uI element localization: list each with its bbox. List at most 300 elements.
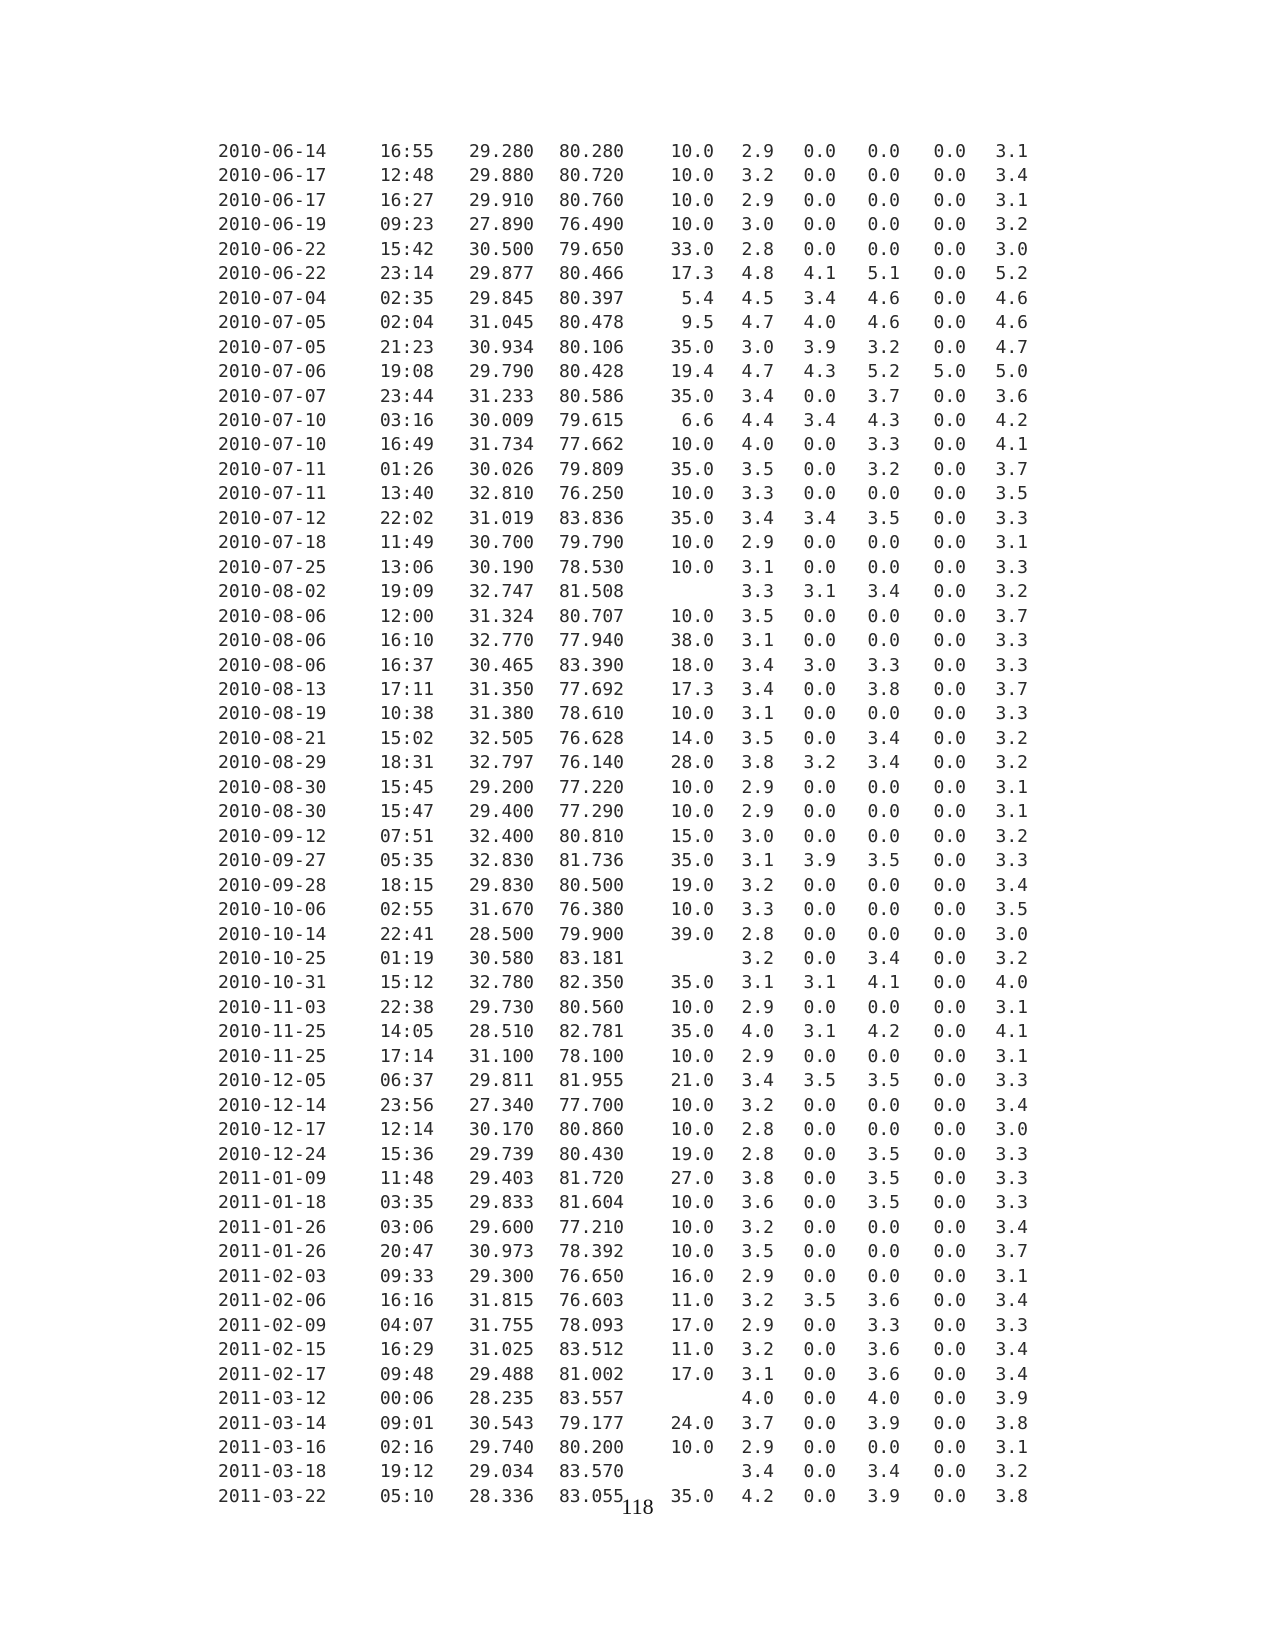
magnitude-3-cell: 0.0 bbox=[867, 801, 900, 823]
latitude-cell: 31.670 bbox=[468, 899, 534, 921]
depth-cell: 10.0 bbox=[670, 605, 714, 627]
magnitude-1-cell: 2.8 bbox=[741, 1143, 774, 1165]
table-row bbox=[218, 1240, 1028, 1264]
time-cell: 18:15 bbox=[379, 874, 434, 896]
magnitude-1-cell: 2.9 bbox=[741, 996, 774, 1018]
table-row bbox=[218, 702, 1028, 726]
table-row bbox=[218, 727, 1028, 751]
magnitude-1-cell: 3.0 bbox=[741, 825, 774, 847]
magnitude-4-cell: 0.0 bbox=[933, 1192, 966, 1214]
date-cell: 2010-09-27 bbox=[218, 850, 327, 872]
longitude-cell: 80.720 bbox=[558, 165, 624, 187]
time-cell: 11:49 bbox=[379, 532, 434, 554]
longitude-cell: 77.210 bbox=[558, 1216, 624, 1238]
time-cell: 03:06 bbox=[379, 1216, 434, 1238]
table-row bbox=[218, 751, 1028, 775]
depth-cell: 19.0 bbox=[670, 874, 714, 896]
depth-cell: 35.0 bbox=[670, 507, 714, 529]
magnitude-2-cell: 0.0 bbox=[803, 483, 836, 505]
time-cell: 17:14 bbox=[379, 1045, 434, 1067]
magnitude-3-cell: 4.6 bbox=[867, 287, 900, 309]
magnitude-3-cell: 0.0 bbox=[867, 825, 900, 847]
depth-cell: 11.0 bbox=[670, 1339, 714, 1361]
magnitude-2-cell: 0.0 bbox=[803, 776, 836, 798]
magnitude-4-cell: 0.0 bbox=[933, 850, 966, 872]
magnitude-3-cell: 3.9 bbox=[867, 1485, 900, 1507]
magnitude-1-cell: 3.4 bbox=[741, 1461, 774, 1483]
time-cell: 20:47 bbox=[379, 1241, 434, 1263]
magnitude-4-cell: 0.0 bbox=[933, 1461, 966, 1483]
latitude-cell: 30.543 bbox=[468, 1412, 534, 1434]
time-cell: 04:07 bbox=[379, 1314, 434, 1336]
magnitude-4-cell: 0.0 bbox=[933, 1119, 966, 1141]
time-cell: 18:31 bbox=[379, 752, 434, 774]
magnitude-2-cell: 0.0 bbox=[803, 189, 836, 211]
magnitude-2-cell: 0.0 bbox=[803, 1388, 836, 1410]
magnitude-5-cell: 3.4 bbox=[995, 165, 1028, 187]
depth-cell: 10.0 bbox=[670, 1437, 714, 1459]
date-cell: 2010-08-06 bbox=[218, 654, 327, 676]
date-cell: 2010-07-25 bbox=[218, 556, 327, 578]
longitude-cell: 82.350 bbox=[558, 972, 624, 994]
magnitude-4-cell: 0.0 bbox=[933, 532, 966, 554]
longitude-cell: 80.707 bbox=[558, 605, 624, 627]
magnitude-4-cell: 0.0 bbox=[933, 678, 966, 700]
time-cell: 23:44 bbox=[379, 385, 434, 407]
magnitude-2-cell: 4.0 bbox=[803, 312, 836, 334]
table-row bbox=[218, 605, 1028, 629]
table-row bbox=[218, 1143, 1028, 1167]
longitude-cell: 78.100 bbox=[558, 1045, 624, 1067]
magnitude-5-cell: 3.4 bbox=[995, 1363, 1028, 1385]
magnitude-1-cell: 3.2 bbox=[741, 947, 774, 969]
time-cell: 22:02 bbox=[379, 507, 434, 529]
magnitude-5-cell: 3.3 bbox=[995, 556, 1028, 578]
magnitude-5-cell: 4.7 bbox=[995, 336, 1028, 358]
depth-cell: 19.4 bbox=[670, 361, 714, 383]
magnitude-5-cell: 3.0 bbox=[995, 923, 1028, 945]
magnitude-5-cell: 3.1 bbox=[995, 1045, 1028, 1067]
time-cell: 16:49 bbox=[379, 434, 434, 456]
longitude-cell: 76.603 bbox=[558, 1290, 624, 1312]
date-cell: 2010-12-24 bbox=[218, 1143, 327, 1165]
time-cell: 09:48 bbox=[379, 1363, 434, 1385]
magnitude-3-cell: 4.3 bbox=[867, 409, 900, 431]
magnitude-2-cell: 0.0 bbox=[803, 1045, 836, 1067]
magnitude-2-cell: 0.0 bbox=[803, 923, 836, 945]
magnitude-1-cell: 3.8 bbox=[741, 1168, 774, 1190]
magnitude-5-cell: 3.3 bbox=[995, 1168, 1028, 1190]
time-cell: 22:41 bbox=[379, 923, 434, 945]
magnitude-4-cell: 0.0 bbox=[933, 1412, 966, 1434]
magnitude-1-cell: 2.9 bbox=[741, 1314, 774, 1336]
magnitude-2-cell: 3.4 bbox=[803, 409, 836, 431]
magnitude-5-cell: 3.1 bbox=[995, 776, 1028, 798]
magnitude-5-cell: 3.4 bbox=[995, 1290, 1028, 1312]
longitude-cell: 80.810 bbox=[558, 825, 624, 847]
latitude-cell: 30.026 bbox=[468, 458, 534, 480]
latitude-cell: 29.880 bbox=[468, 165, 534, 187]
latitude-cell: 28.510 bbox=[468, 1021, 534, 1043]
magnitude-3-cell: 3.4 bbox=[867, 1461, 900, 1483]
magnitude-1-cell: 3.5 bbox=[741, 727, 774, 749]
latitude-cell: 32.747 bbox=[468, 581, 534, 603]
longitude-cell: 76.250 bbox=[558, 483, 624, 505]
latitude-cell: 29.877 bbox=[468, 263, 534, 285]
magnitude-5-cell: 3.2 bbox=[995, 581, 1028, 603]
date-cell: 2010-07-18 bbox=[218, 532, 327, 554]
table-row bbox=[218, 1216, 1028, 1240]
table-row bbox=[218, 923, 1028, 947]
table-row bbox=[218, 825, 1028, 849]
latitude-cell: 31.380 bbox=[468, 703, 534, 725]
date-cell: 2011-03-14 bbox=[218, 1412, 327, 1434]
longitude-cell: 83.570 bbox=[558, 1461, 624, 1483]
magnitude-3-cell: 3.3 bbox=[867, 654, 900, 676]
longitude-cell: 83.055 bbox=[558, 1485, 624, 1507]
magnitude-2-cell: 0.0 bbox=[803, 1437, 836, 1459]
magnitude-3-cell: 0.0 bbox=[867, 165, 900, 187]
depth-cell: 10.0 bbox=[670, 556, 714, 578]
magnitude-3-cell: 5.2 bbox=[867, 361, 900, 383]
magnitude-2-cell: 0.0 bbox=[803, 532, 836, 554]
time-cell: 07:51 bbox=[379, 825, 434, 847]
longitude-cell: 80.500 bbox=[558, 874, 624, 896]
longitude-cell: 79.615 bbox=[558, 409, 624, 431]
magnitude-3-cell: 0.0 bbox=[867, 703, 900, 725]
depth-cell: 28.0 bbox=[670, 752, 714, 774]
magnitude-5-cell: 3.2 bbox=[995, 214, 1028, 236]
magnitude-3-cell: 3.9 bbox=[867, 1412, 900, 1434]
longitude-cell: 83.557 bbox=[558, 1388, 624, 1410]
magnitude-5-cell: 3.8 bbox=[995, 1412, 1028, 1434]
magnitude-1-cell: 2.9 bbox=[741, 532, 774, 554]
magnitude-2-cell: 3.0 bbox=[803, 654, 836, 676]
longitude-cell: 83.181 bbox=[558, 947, 624, 969]
magnitude-3-cell: 3.2 bbox=[867, 336, 900, 358]
magnitude-4-cell: 0.0 bbox=[933, 1388, 966, 1410]
date-cell: 2011-01-09 bbox=[218, 1168, 327, 1190]
magnitude-5-cell: 3.1 bbox=[995, 141, 1028, 162]
latitude-cell: 31.100 bbox=[468, 1045, 534, 1067]
magnitude-2-cell: 3.5 bbox=[803, 1290, 836, 1312]
depth-cell bbox=[624, 580, 714, 604]
depth-cell bbox=[624, 947, 714, 971]
table-row bbox=[218, 213, 1028, 237]
magnitude-1-cell: 2.8 bbox=[741, 1119, 774, 1141]
table-row bbox=[218, 1020, 1028, 1044]
depth-cell: 10.0 bbox=[670, 434, 714, 456]
latitude-cell: 29.600 bbox=[468, 1216, 534, 1238]
magnitude-5-cell: 3.7 bbox=[995, 678, 1028, 700]
latitude-cell: 32.780 bbox=[468, 972, 534, 994]
magnitude-4-cell: 0.0 bbox=[933, 630, 966, 652]
magnitude-5-cell: 3.3 bbox=[995, 1314, 1028, 1336]
magnitude-4-cell: 0.0 bbox=[933, 1290, 966, 1312]
magnitude-2-cell: 0.0 bbox=[803, 434, 836, 456]
longitude-cell: 77.220 bbox=[558, 776, 624, 798]
date-cell: 2010-12-17 bbox=[218, 1119, 327, 1141]
time-cell: 12:14 bbox=[379, 1119, 434, 1141]
table-row bbox=[218, 1387, 1028, 1411]
magnitude-2-cell: 0.0 bbox=[803, 801, 836, 823]
longitude-cell: 77.290 bbox=[558, 801, 624, 823]
magnitude-2-cell: 3.9 bbox=[803, 336, 836, 358]
table-row bbox=[218, 1314, 1028, 1338]
earthquake-data-table bbox=[218, 140, 1028, 1509]
magnitude-4-cell: 0.0 bbox=[933, 1314, 966, 1336]
latitude-cell: 27.890 bbox=[468, 214, 534, 236]
magnitude-2-cell: 0.0 bbox=[803, 1485, 836, 1507]
magnitude-2-cell: 0.0 bbox=[803, 1265, 836, 1287]
magnitude-3-cell: 0.0 bbox=[867, 874, 900, 896]
depth-cell: 14.0 bbox=[670, 727, 714, 749]
magnitude-4-cell: 0.0 bbox=[933, 1045, 966, 1067]
latitude-cell: 32.770 bbox=[468, 630, 534, 652]
latitude-cell: 27.340 bbox=[468, 1094, 534, 1116]
magnitude-3-cell: 0.0 bbox=[867, 1045, 900, 1067]
magnitude-3-cell: 0.0 bbox=[867, 214, 900, 236]
magnitude-5-cell: 4.1 bbox=[995, 434, 1028, 456]
magnitude-1-cell: 3.2 bbox=[741, 1290, 774, 1312]
magnitude-3-cell: 4.6 bbox=[867, 312, 900, 334]
depth-cell: 10.0 bbox=[670, 801, 714, 823]
latitude-cell: 30.500 bbox=[468, 238, 534, 260]
magnitude-3-cell: 3.5 bbox=[867, 1168, 900, 1190]
magnitude-1-cell: 2.9 bbox=[741, 801, 774, 823]
latitude-cell: 29.403 bbox=[468, 1168, 534, 1190]
date-cell: 2010-11-25 bbox=[218, 1045, 327, 1067]
magnitude-5-cell: 4.6 bbox=[995, 287, 1028, 309]
magnitude-1-cell: 2.9 bbox=[741, 1437, 774, 1459]
magnitude-2-cell: 3.1 bbox=[803, 581, 836, 603]
magnitude-4-cell: 0.0 bbox=[933, 238, 966, 260]
magnitude-4-cell: 0.0 bbox=[933, 752, 966, 774]
magnitude-4-cell: 0.0 bbox=[933, 923, 966, 945]
date-cell: 2011-02-17 bbox=[218, 1363, 327, 1385]
depth-cell: 35.0 bbox=[670, 458, 714, 480]
latitude-cell: 32.810 bbox=[468, 483, 534, 505]
date-cell: 2010-06-17 bbox=[218, 189, 327, 211]
magnitude-5-cell: 3.3 bbox=[995, 1070, 1028, 1092]
magnitude-1-cell: 3.1 bbox=[741, 972, 774, 994]
magnitude-4-cell: 0.0 bbox=[933, 287, 966, 309]
magnitude-4-cell: 0.0 bbox=[933, 1216, 966, 1238]
latitude-cell: 31.233 bbox=[468, 385, 534, 407]
magnitude-5-cell: 3.3 bbox=[995, 1192, 1028, 1214]
magnitude-4-cell: 0.0 bbox=[933, 1021, 966, 1043]
date-cell: 2011-01-18 bbox=[218, 1192, 327, 1214]
magnitude-3-cell: 3.7 bbox=[867, 385, 900, 407]
date-cell: 2010-07-11 bbox=[218, 483, 327, 505]
table-row bbox=[218, 482, 1028, 506]
depth-cell: 10.0 bbox=[670, 1094, 714, 1116]
magnitude-3-cell: 3.4 bbox=[867, 947, 900, 969]
depth-cell: 10.0 bbox=[670, 996, 714, 1018]
date-cell: 2010-07-10 bbox=[218, 409, 327, 431]
magnitude-2-cell: 0.0 bbox=[803, 1241, 836, 1263]
magnitude-1-cell: 3.1 bbox=[741, 850, 774, 872]
depth-cell: 21.0 bbox=[670, 1070, 714, 1092]
magnitude-1-cell: 3.2 bbox=[741, 165, 774, 187]
magnitude-5-cell: 3.3 bbox=[995, 654, 1028, 676]
magnitude-2-cell: 3.9 bbox=[803, 850, 836, 872]
date-cell: 2011-03-16 bbox=[218, 1437, 327, 1459]
date-cell: 2010-11-25 bbox=[218, 1021, 327, 1043]
table-row bbox=[218, 849, 1028, 873]
date-cell: 2010-07-12 bbox=[218, 507, 327, 529]
date-cell: 2011-03-22 bbox=[218, 1485, 327, 1507]
magnitude-1-cell: 3.6 bbox=[741, 1192, 774, 1214]
magnitude-5-cell: 3.4 bbox=[995, 1216, 1028, 1238]
magnitude-2-cell: 3.2 bbox=[803, 752, 836, 774]
date-cell: 2010-12-14 bbox=[218, 1094, 327, 1116]
depth-cell: 10.0 bbox=[670, 776, 714, 798]
magnitude-5-cell: 3.1 bbox=[995, 189, 1028, 211]
time-cell: 10:38 bbox=[379, 703, 434, 725]
depth-cell: 10.0 bbox=[670, 189, 714, 211]
table-row bbox=[218, 507, 1028, 531]
time-cell: 14:05 bbox=[379, 1021, 434, 1043]
magnitude-2-cell: 0.0 bbox=[803, 703, 836, 725]
magnitude-4-cell: 0.0 bbox=[933, 1339, 966, 1361]
magnitude-2-cell: 0.0 bbox=[803, 996, 836, 1018]
longitude-cell: 80.428 bbox=[558, 361, 624, 383]
magnitude-1-cell: 3.4 bbox=[741, 1070, 774, 1092]
magnitude-1-cell: 3.3 bbox=[741, 483, 774, 505]
time-cell: 16:16 bbox=[379, 1290, 434, 1312]
time-cell: 15:36 bbox=[379, 1143, 434, 1165]
magnitude-3-cell: 0.0 bbox=[867, 141, 900, 162]
magnitude-4-cell: 0.0 bbox=[933, 1070, 966, 1092]
date-cell: 2011-01-26 bbox=[218, 1216, 327, 1238]
magnitude-1-cell: 4.7 bbox=[741, 361, 774, 383]
latitude-cell: 29.910 bbox=[468, 189, 534, 211]
time-cell: 06:37 bbox=[379, 1070, 434, 1092]
magnitude-5-cell: 3.5 bbox=[995, 483, 1028, 505]
magnitude-3-cell: 0.0 bbox=[867, 996, 900, 1018]
longitude-cell: 79.790 bbox=[558, 532, 624, 554]
magnitude-3-cell: 4.2 bbox=[867, 1021, 900, 1043]
magnitude-4-cell: 0.0 bbox=[933, 556, 966, 578]
date-cell: 2010-08-13 bbox=[218, 678, 327, 700]
magnitude-3-cell: 0.0 bbox=[867, 189, 900, 211]
latitude-cell: 30.465 bbox=[468, 654, 534, 676]
magnitude-4-cell: 0.0 bbox=[933, 899, 966, 921]
latitude-cell: 31.019 bbox=[468, 507, 534, 529]
magnitude-2-cell: 0.0 bbox=[803, 899, 836, 921]
magnitude-5-cell: 4.0 bbox=[995, 972, 1028, 994]
date-cell: 2010-11-03 bbox=[218, 996, 327, 1018]
longitude-cell: 83.836 bbox=[558, 507, 624, 529]
magnitude-2-cell: 0.0 bbox=[803, 1363, 836, 1385]
time-cell: 19:09 bbox=[379, 581, 434, 603]
table-row bbox=[218, 629, 1028, 653]
magnitude-3-cell: 3.5 bbox=[867, 850, 900, 872]
table-row bbox=[218, 556, 1028, 580]
magnitude-4-cell: 0.0 bbox=[933, 336, 966, 358]
latitude-cell: 28.500 bbox=[468, 923, 534, 945]
depth-cell: 35.0 bbox=[670, 1485, 714, 1507]
magnitude-1-cell: 4.0 bbox=[741, 1388, 774, 1410]
magnitude-1-cell: 2.8 bbox=[741, 238, 774, 260]
latitude-cell: 31.025 bbox=[468, 1339, 534, 1361]
table-row bbox=[218, 1338, 1028, 1362]
magnitude-1-cell: 2.9 bbox=[741, 189, 774, 211]
longitude-cell: 78.093 bbox=[558, 1314, 624, 1336]
magnitude-4-cell: 0.0 bbox=[933, 507, 966, 529]
magnitude-5-cell: 3.9 bbox=[995, 1388, 1028, 1410]
longitude-cell: 76.490 bbox=[558, 214, 624, 236]
depth-cell: 35.0 bbox=[670, 1021, 714, 1043]
depth-cell: 5.4 bbox=[681, 287, 714, 309]
depth-cell: 33.0 bbox=[670, 238, 714, 260]
magnitude-5-cell: 3.3 bbox=[995, 630, 1028, 652]
time-cell: 23:56 bbox=[379, 1094, 434, 1116]
magnitude-1-cell: 3.4 bbox=[741, 385, 774, 407]
magnitude-1-cell: 2.9 bbox=[741, 141, 774, 162]
magnitude-1-cell: 3.2 bbox=[741, 874, 774, 896]
date-cell: 2010-06-22 bbox=[218, 263, 327, 285]
latitude-cell: 29.833 bbox=[468, 1192, 534, 1214]
table-row bbox=[218, 531, 1028, 555]
magnitude-2-cell: 3.1 bbox=[803, 1021, 836, 1043]
depth-cell: 39.0 bbox=[670, 923, 714, 945]
time-cell: 12:00 bbox=[379, 605, 434, 627]
table-body bbox=[218, 140, 1028, 1509]
magnitude-1-cell: 3.5 bbox=[741, 605, 774, 627]
magnitude-5-cell: 4.1 bbox=[995, 1021, 1028, 1043]
magnitude-3-cell: 0.0 bbox=[867, 556, 900, 578]
longitude-cell: 80.397 bbox=[558, 287, 624, 309]
date-cell: 2010-10-06 bbox=[218, 899, 327, 921]
longitude-cell: 76.650 bbox=[558, 1265, 624, 1287]
date-cell: 2011-02-03 bbox=[218, 1265, 327, 1287]
magnitude-2-cell: 0.0 bbox=[803, 214, 836, 236]
longitude-cell: 78.530 bbox=[558, 556, 624, 578]
magnitude-2-cell: 3.4 bbox=[803, 287, 836, 309]
magnitude-3-cell: 3.6 bbox=[867, 1290, 900, 1312]
magnitude-3-cell: 3.3 bbox=[867, 434, 900, 456]
magnitude-2-cell: 0.0 bbox=[803, 1314, 836, 1336]
table-row bbox=[218, 580, 1028, 604]
latitude-cell: 31.734 bbox=[468, 434, 534, 456]
longitude-cell: 82.781 bbox=[558, 1021, 624, 1043]
table-row bbox=[218, 654, 1028, 678]
latitude-cell: 29.845 bbox=[468, 287, 534, 309]
table-row bbox=[218, 971, 1028, 995]
time-cell: 19:12 bbox=[379, 1461, 434, 1483]
table-row bbox=[218, 287, 1028, 311]
time-cell: 17:11 bbox=[379, 678, 434, 700]
table-row bbox=[218, 433, 1028, 457]
latitude-cell: 30.009 bbox=[468, 409, 534, 431]
magnitude-4-cell: 0.0 bbox=[933, 1437, 966, 1459]
magnitude-2-cell: 0.0 bbox=[803, 727, 836, 749]
magnitude-3-cell: 4.0 bbox=[867, 1388, 900, 1410]
time-cell: 15:12 bbox=[379, 972, 434, 994]
depth-cell bbox=[624, 1460, 714, 1484]
longitude-cell: 80.466 bbox=[558, 263, 624, 285]
magnitude-5-cell: 3.2 bbox=[995, 727, 1028, 749]
table-row bbox=[218, 311, 1028, 335]
longitude-cell: 81.720 bbox=[558, 1168, 624, 1190]
depth-cell: 10.0 bbox=[670, 1119, 714, 1141]
date-cell: 2010-07-11 bbox=[218, 458, 327, 480]
table-row bbox=[218, 1167, 1028, 1191]
time-cell: 05:10 bbox=[379, 1485, 434, 1507]
date-cell: 2010-07-05 bbox=[218, 336, 327, 358]
